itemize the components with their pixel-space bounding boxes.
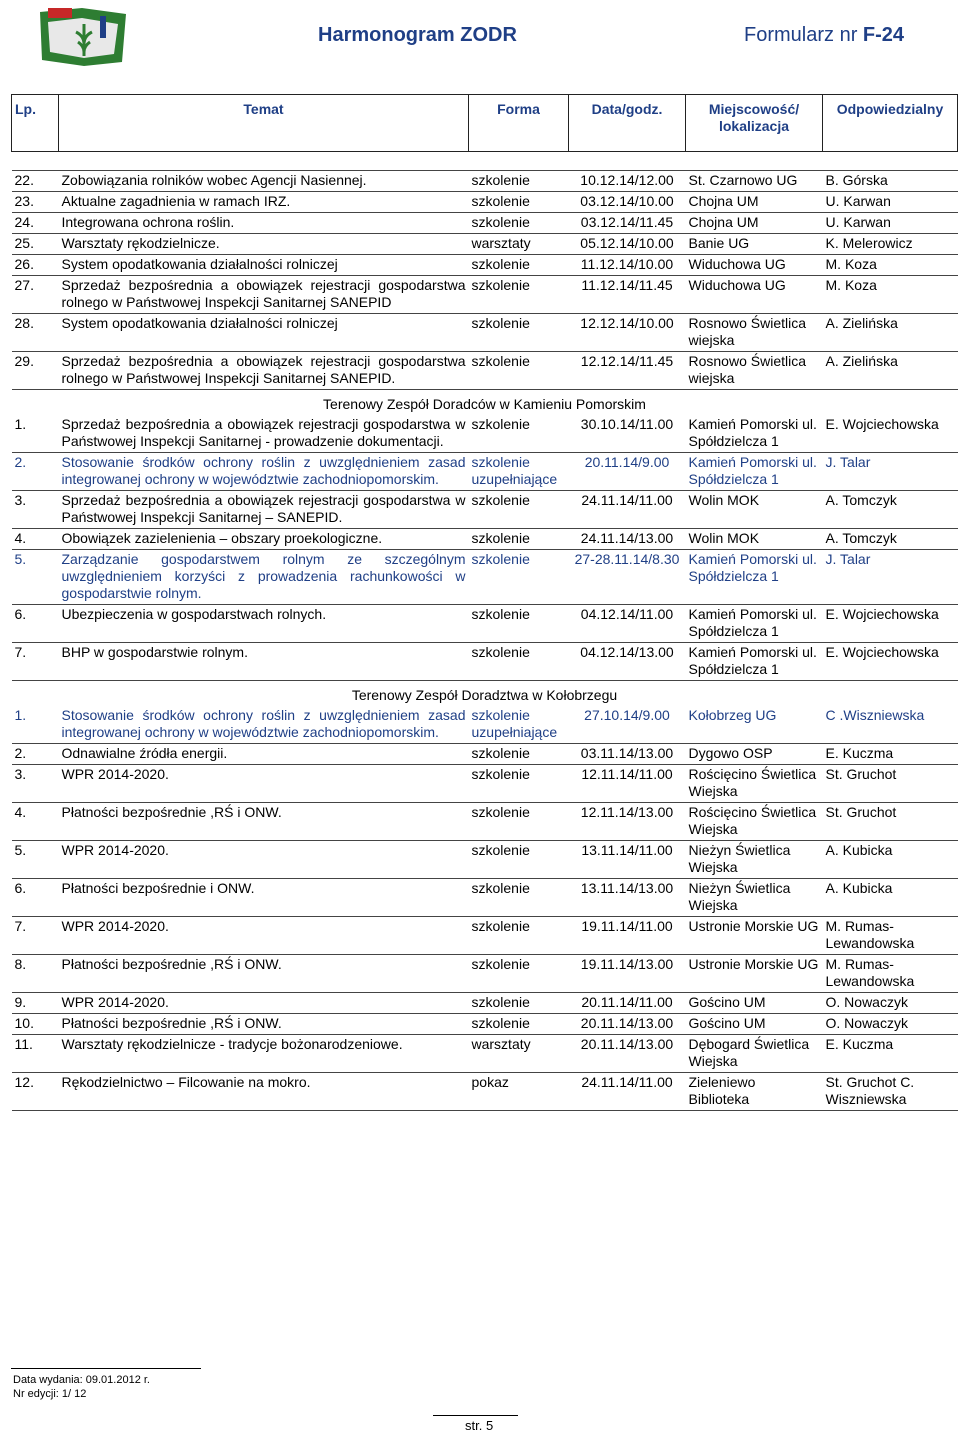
row-lp: 12. <box>12 1073 59 1111</box>
table-header-row <box>12 95 958 152</box>
row-miejscowosc: Nieżyn Świetlica Wiejska <box>686 879 823 917</box>
row-forma: szkolenie <box>469 171 569 192</box>
row-temat: Integrowana ochrona roślin. <box>59 213 469 234</box>
row-lp: 3. <box>12 765 59 803</box>
col-temat: Temat <box>59 95 469 152</box>
row-lp: 3. <box>12 491 59 529</box>
row-forma: szkolenie <box>469 1014 569 1035</box>
row-miejscowosc: Zieleniewo Biblioteka <box>686 1073 823 1111</box>
row-data: 12.11.14/11.00 <box>569 765 686 803</box>
table-row <box>12 955 958 993</box>
row-miejscowosc: Widuchowa UG <box>686 255 823 276</box>
table-row <box>12 276 958 314</box>
row-miejscowosc: Ustronie Morskie UG <box>686 917 823 955</box>
row-data: 05.12.14/10.00 <box>569 234 686 255</box>
row-lp: 23. <box>12 192 59 213</box>
row-lp: 6. <box>12 605 59 643</box>
row-lp: 11. <box>12 1035 59 1073</box>
table-row <box>12 1035 958 1073</box>
row-lp: 1. <box>12 706 59 744</box>
row-lp: 29. <box>12 352 59 390</box>
row-miejscowosc: Dębogard Świetlica Wiejska <box>686 1035 823 1073</box>
row-odpowiedzialny: O. Nowaczyk <box>823 993 958 1014</box>
row-lp: 10. <box>12 1014 59 1035</box>
table-row <box>12 643 958 681</box>
table-row <box>12 765 958 803</box>
section-header <box>12 390 958 416</box>
row-odpowiedzialny: A. Zielińska <box>823 314 958 352</box>
row-data: 10.12.14/12.00 <box>569 171 686 192</box>
table-row <box>12 550 958 605</box>
row-temat: WPR 2014-2020. <box>59 917 469 955</box>
row-odpowiedzialny: M. Rumas-Lewandowska <box>823 955 958 993</box>
row-data: 30.10.14/11.00 <box>569 415 686 453</box>
row-temat: Sprzedaż bezpośrednia a obowiązek rejestracji gospodarstwa rolnego w Państwowej Inspekcji Sanitarnej SANEPID. <box>59 352 469 390</box>
schedule-table <box>11 94 958 1111</box>
row-lp: 5. <box>12 550 59 605</box>
row-data: 03.11.14/13.00 <box>569 744 686 765</box>
page-divider <box>433 1415 518 1416</box>
row-forma: szkolenie <box>469 765 569 803</box>
row-temat: Obowiązek zazielenienia – obszary proekologiczne. <box>59 529 469 550</box>
row-lp: 2. <box>12 453 59 491</box>
row-lp: 5. <box>12 841 59 879</box>
row-forma: szkolenie <box>469 192 569 213</box>
row-temat: Warsztaty rękodzielnicze - tradycje bożonarodzeniowe. <box>59 1035 469 1073</box>
row-forma: szkolenie <box>469 955 569 993</box>
page-header <box>0 0 960 72</box>
form-code: F-24 <box>862 24 905 46</box>
row-data: 20.11.14/13.00 <box>569 1035 686 1073</box>
row-lp: 1. <box>12 415 59 453</box>
row-miejscowosc: Rościęcino Świetlica Wiejska <box>686 765 823 803</box>
row-odpowiedzialny: M. Koza <box>823 276 958 314</box>
row-lp: 4. <box>12 803 59 841</box>
row-lp: 24. <box>12 213 59 234</box>
table-row <box>12 415 958 453</box>
row-data: 24.11.14/11.00 <box>569 491 686 529</box>
row-forma: warsztaty <box>469 234 569 255</box>
row-lp: 6. <box>12 879 59 917</box>
table-row <box>12 1073 958 1111</box>
table-row <box>12 491 958 529</box>
row-odpowiedzialny: J. Talar <box>823 550 958 605</box>
col-miejscowosc: Miejscowość/ lokalizacja <box>686 95 823 152</box>
table-row <box>12 917 958 955</box>
row-miejscowosc: Wolin MOK <box>686 529 823 550</box>
row-forma: szkolenie <box>469 803 569 841</box>
row-data: 12.12.14/10.00 <box>569 314 686 352</box>
row-miejscowosc: Chojna UM <box>686 213 823 234</box>
page-number: str. 5 <box>465 1418 494 1433</box>
row-forma: szkolenie <box>469 993 569 1014</box>
row-odpowiedzialny: E. Wojciechowska <box>823 605 958 643</box>
issue-date: Data wydania: 09.01.2012 r. <box>13 1374 150 1386</box>
document-title: Harmonogram ZODR <box>318 24 517 46</box>
table-row <box>12 234 958 255</box>
row-data: 04.12.14/11.00 <box>569 605 686 643</box>
edition-number: Nr edycji: 1/ 12 <box>13 1388 87 1400</box>
row-data: 12.11.14/13.00 <box>569 803 686 841</box>
row-odpowiedzialny: A. Tomczyk <box>823 491 958 529</box>
row-miejscowosc: Rościęcino Świetlica Wiejska <box>686 803 823 841</box>
col-odpowiedzialny: Odpowiedzialny <box>823 95 958 152</box>
zodr-logo-icon <box>36 6 128 68</box>
row-forma: szkolenie <box>469 605 569 643</box>
table-row <box>12 1014 958 1035</box>
row-forma: szkolenie uzupełniające <box>469 706 569 744</box>
row-temat: System opodatkowania działalności rolniczej <box>59 255 469 276</box>
row-miejscowosc: St. Czarnowo UG <box>686 171 823 192</box>
row-odpowiedzialny: B. Górska <box>823 171 958 192</box>
section-header <box>12 681 958 707</box>
row-temat: Aktualne zagadnienia w ramach IRZ. <box>59 192 469 213</box>
row-data: 11.12.14/10.00 <box>569 255 686 276</box>
row-temat: Ubezpieczenia w gospodarstwach rolnych. <box>59 605 469 643</box>
table-row <box>12 352 958 390</box>
row-temat: Warsztaty rękodzielnicze. <box>59 234 469 255</box>
row-data: 13.11.14/13.00 <box>569 879 686 917</box>
row-data: 20.11.14/11.00 <box>569 993 686 1014</box>
row-data: 19.11.14/11.00 <box>569 917 686 955</box>
row-odpowiedzialny: U. Karwan <box>823 213 958 234</box>
row-temat: Zobowiązania rolników wobec Agencji Nasiennej. <box>59 171 469 192</box>
table-row <box>12 605 958 643</box>
row-odpowiedzialny: M. Koza <box>823 255 958 276</box>
row-forma: szkolenie <box>469 841 569 879</box>
row-miejscowosc: Gościno UM <box>686 993 823 1014</box>
table-row <box>12 529 958 550</box>
row-lp: 22. <box>12 171 59 192</box>
row-miejscowosc: Ustronie Morskie UG <box>686 955 823 993</box>
row-data: 04.12.14/13.00 <box>569 643 686 681</box>
row-lp: 26. <box>12 255 59 276</box>
row-forma: szkolenie <box>469 491 569 529</box>
row-data: 13.11.14/11.00 <box>569 841 686 879</box>
row-data: 27-28.11.14/8.30 <box>569 550 686 605</box>
row-temat: Rękodzielnictwo – Filcowanie na mokro. <box>59 1073 469 1111</box>
row-forma: szkolenie <box>469 879 569 917</box>
row-temat: Stosowanie środków ochrony roślin z uwzględnieniem zasad integrowanej ochrony w województwie zachodniopomorskim. <box>59 706 469 744</box>
row-lp: 7. <box>12 917 59 955</box>
section-title: Terenowy Zespół Doradztwa w Kołobrzegu <box>351 687 618 703</box>
row-odpowiedzialny: St. Gruchot <box>823 803 958 841</box>
row-forma: szkolenie uzupełniające <box>469 453 569 491</box>
row-temat: System opodatkowania działalności rolniczej <box>59 314 469 352</box>
row-odpowiedzialny: K. Melerowicz <box>823 234 958 255</box>
row-forma: szkolenie <box>469 255 569 276</box>
row-data: 19.11.14/13.00 <box>569 955 686 993</box>
table-row <box>12 192 958 213</box>
table-row <box>12 841 958 879</box>
row-odpowiedzialny: A. Zielińska <box>823 352 958 390</box>
row-miejscowosc: Wolin MOK <box>686 491 823 529</box>
row-lp: 28. <box>12 314 59 352</box>
row-lp: 27. <box>12 276 59 314</box>
row-forma: szkolenie <box>469 276 569 314</box>
row-forma: szkolenie <box>469 550 569 605</box>
table-row <box>12 879 958 917</box>
table-row <box>12 993 958 1014</box>
row-data: 11.12.14/11.45 <box>569 276 686 314</box>
row-lp: 2. <box>12 744 59 765</box>
footer-divider <box>11 1368 201 1369</box>
row-odpowiedzialny: E. Wojciechowska <box>823 643 958 681</box>
row-temat: Płatności bezpośrednie i ONW. <box>59 879 469 917</box>
row-lp: 9. <box>12 993 59 1014</box>
row-odpowiedzialny: C .Wiszniewska <box>823 706 958 744</box>
row-forma: szkolenie <box>469 314 569 352</box>
row-temat: Sprzedaż bezpośrednia a obowiązek rejestracji gospodarstwa w Państwowej Inspekcji Sanitarnej – SANEPID. <box>59 491 469 529</box>
row-temat: Zarządzanie gospodarstwem rolnym ze szczególnym uwzględnieniem korzyści z prowadzenia rachunkowości w gospodarstwie rolnym. <box>59 550 469 605</box>
row-miejscowosc: Dygowo OSP <box>686 744 823 765</box>
row-temat: WPR 2014-2020. <box>59 765 469 803</box>
row-odpowiedzialny: St. Gruchot <box>823 765 958 803</box>
row-miejscowosc: Rosnowo Świetlica wiejska <box>686 352 823 390</box>
table-row <box>12 803 958 841</box>
row-temat: BHP w gospodarstwie rolnym. <box>59 643 469 681</box>
row-miejscowosc: Gościno UM <box>686 1014 823 1035</box>
row-lp: 4. <box>12 529 59 550</box>
form-label: Formularz nr <box>744 24 858 46</box>
row-temat: Płatności bezpośrednie ,RŚ i ONW. <box>59 1014 469 1035</box>
row-odpowiedzialny: U. Karwan <box>823 192 958 213</box>
row-miejscowosc: Kamień Pomorski ul. Spółdzielcza 1 <box>686 605 823 643</box>
row-miejscowosc: Banie UG <box>686 234 823 255</box>
table-row <box>12 255 958 276</box>
table-row <box>12 744 958 765</box>
row-miejscowosc: Kamień Pomorski ul. Spółdzielcza 1 <box>686 453 823 491</box>
row-forma: szkolenie <box>469 917 569 955</box>
row-odpowiedzialny: E. Kuczma <box>823 1035 958 1073</box>
row-odpowiedzialny: J. Talar <box>823 453 958 491</box>
section-title: Terenowy Zespół Doradców w Kamieniu Pomorskim <box>323 396 646 412</box>
row-miejscowosc: Rosnowo Świetlica wiejska <box>686 314 823 352</box>
row-miejscowosc: Chojna UM <box>686 192 823 213</box>
row-forma: szkolenie <box>469 352 569 390</box>
row-data: 03.12.14/11.45 <box>569 213 686 234</box>
col-data: Data/godz. <box>569 95 686 152</box>
row-temat: Płatności bezpośrednie ,RŚ i ONW. <box>59 803 469 841</box>
row-forma: szkolenie <box>469 415 569 453</box>
table-row <box>12 314 958 352</box>
row-odpowiedzialny: E. Wojciechowska <box>823 415 958 453</box>
row-odpowiedzialny: A. Kubicka <box>823 879 958 917</box>
row-temat: Sprzedaż bezpośrednia a obowiązek rejestracji gospodarstwa rolnego w Państwowej Inspekcji Sanitarnej SANEPID <box>59 276 469 314</box>
row-forma: szkolenie <box>469 643 569 681</box>
table-row <box>12 706 958 744</box>
row-temat: WPR 2014-2020. <box>59 841 469 879</box>
row-odpowiedzialny: St. Gruchot C. Wiszniewska <box>823 1073 958 1111</box>
row-data: 20.11.14/13.00 <box>569 1014 686 1035</box>
table-row <box>12 213 958 234</box>
row-forma: pokaz <box>469 1073 569 1111</box>
row-miejscowosc: Kamień Pomorski ul. Spółdzielcza 1 <box>686 415 823 453</box>
row-odpowiedzialny: M. Rumas-Lewandowska <box>823 917 958 955</box>
spacer-row <box>12 152 958 171</box>
row-forma: szkolenie <box>469 744 569 765</box>
row-temat: Odnawialne źródła energii. <box>59 744 469 765</box>
table-row <box>12 453 958 491</box>
row-temat: Stosowanie środków ochrony roślin z uwzględnieniem zasad integrowanej ochrony w województwie zachodniopomorskim. <box>59 453 469 491</box>
row-odpowiedzialny: A. Kubicka <box>823 841 958 879</box>
row-lp: 25. <box>12 234 59 255</box>
row-data: 12.12.14/11.45 <box>569 352 686 390</box>
row-lp: 8. <box>12 955 59 993</box>
row-odpowiedzialny: E. Kuczma <box>823 744 958 765</box>
form-number <box>744 24 904 47</box>
row-forma: szkolenie <box>469 213 569 234</box>
row-data: 27.10.14/9.00 <box>569 706 686 744</box>
row-temat: Sprzedaż bezpośrednia a obowiązek rejestracji gospodarstwa w Państwowej Inspekcji Sanitarnej - prowadzenie dokumentacji. <box>59 415 469 453</box>
row-miejscowosc: Nieżyn Świetlica Wiejska <box>686 841 823 879</box>
row-forma: szkolenie <box>469 529 569 550</box>
col-lp: Lp. <box>12 95 59 152</box>
row-lp: 7. <box>12 643 59 681</box>
row-data: 03.12.14/10.00 <box>569 192 686 213</box>
row-miejscowosc: Widuchowa UG <box>686 276 823 314</box>
row-miejscowosc: Kołobrzeg UG <box>686 706 823 744</box>
row-miejscowosc: Kamień Pomorski ul. Spółdzielcza 1 <box>686 550 823 605</box>
row-data: 24.11.14/11.00 <box>569 1073 686 1111</box>
row-forma: warsztaty <box>469 1035 569 1073</box>
row-temat: WPR 2014-2020. <box>59 993 469 1014</box>
row-odpowiedzialny: A. Tomczyk <box>823 529 958 550</box>
row-miejscowosc: Kamień Pomorski ul. Spółdzielcza 1 <box>686 643 823 681</box>
row-data: 20.11.14/9.00 <box>569 453 686 491</box>
table-row <box>12 171 958 192</box>
row-data: 24.11.14/13.00 <box>569 529 686 550</box>
row-temat: Płatności bezpośrednie ,RŚ i ONW. <box>59 955 469 993</box>
row-odpowiedzialny: O. Nowaczyk <box>823 1014 958 1035</box>
col-forma: Forma <box>469 95 569 152</box>
